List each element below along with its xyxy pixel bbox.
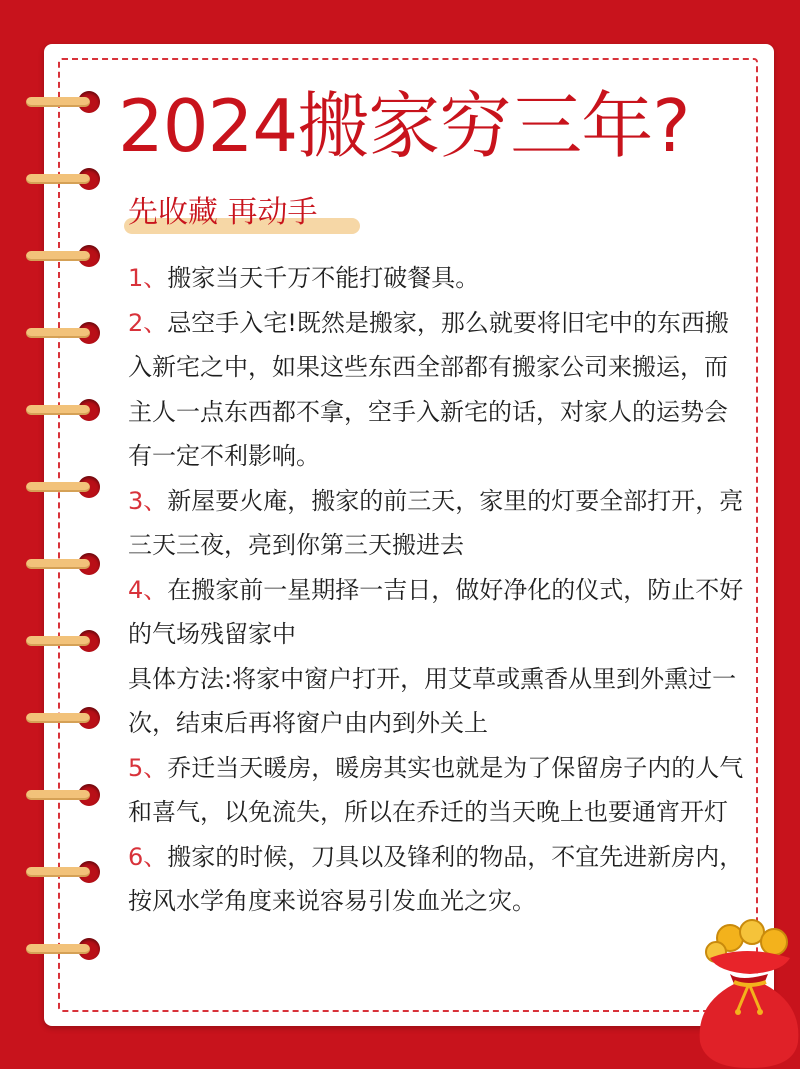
ring-loop xyxy=(26,174,90,184)
subtitle-block xyxy=(128,195,318,230)
item-number: 5 xyxy=(128,753,144,782)
item-text: 新屋要火庵，搬家的前三天，家里的灯要全部打开，亮三天三夜，亮到你第三天搬进去 xyxy=(128,486,744,559)
item-number: 6 xyxy=(128,842,144,871)
list-item xyxy=(128,479,748,568)
list-item xyxy=(128,746,748,835)
item-text: 具体方法:将家中窗户打开，用艾草或熏香从里到外熏过一次，结束后再将窗户由内到外关上 xyxy=(128,664,737,737)
list-item xyxy=(128,657,748,746)
ring-loop xyxy=(26,405,90,415)
ring-loop xyxy=(26,636,90,646)
ring-loop xyxy=(26,482,90,492)
item-number: 3 xyxy=(128,486,144,515)
item-text: 在搬家前一星期择一吉日，做好净化的仪式，防止不好的气场残留家中 xyxy=(128,575,744,648)
tips-list xyxy=(128,256,748,924)
binder-ring xyxy=(26,706,100,730)
binder-ring xyxy=(26,552,100,576)
item-text: 忌空手入宅!既然是搬家，那么就要将旧宅中的东西搬入新宅之中，如果这些东西全部都有搬家公司来搬运，而主人一点东西都不拿，空手入新宅的话，对家人的运势会有一定不利影响。 xyxy=(128,308,729,470)
ring-loop xyxy=(26,328,90,338)
item-separator: 、 xyxy=(143,264,168,292)
binder-ring xyxy=(26,937,100,961)
binder-ring xyxy=(26,860,100,884)
binder-ring xyxy=(26,167,100,191)
item-text: 搬家当天千万不能打破餐具。 xyxy=(167,264,480,292)
item-number: 1 xyxy=(128,264,144,292)
binder-ring xyxy=(26,321,100,345)
binder-ring xyxy=(26,629,100,653)
ring-loop xyxy=(26,559,90,569)
binder-ring xyxy=(26,90,100,114)
binder-ring xyxy=(26,244,100,268)
item-number: 2 xyxy=(128,308,144,337)
lucky-bag-icon xyxy=(690,918,800,1068)
ring-loop xyxy=(26,251,90,261)
item-text: 搬家的时候，刀具以及锋利的物品，不宜先进新房内，按风水学角度来说容易引发血光之灾。 xyxy=(128,842,744,915)
list-item xyxy=(128,568,748,657)
item-separator: 、 xyxy=(143,486,168,515)
item-separator: 、 xyxy=(143,842,168,871)
ring-loop xyxy=(26,790,90,800)
item-number: 4 xyxy=(128,575,144,604)
subtitle: 先收藏 再动手 xyxy=(128,195,318,230)
item-separator: 、 xyxy=(143,575,168,604)
list-item xyxy=(128,835,748,924)
page-title: 2024搬家穷三年? xyxy=(118,84,690,168)
list-item xyxy=(128,301,748,479)
ring-loop xyxy=(26,713,90,723)
ring-loop xyxy=(26,944,90,954)
list-item xyxy=(128,256,748,301)
ring-loop xyxy=(26,97,90,107)
item-text: 乔迁当天暖房，暖房其实也就是为了保留房子内的人气和喜气，以免流失，所以在乔迁的当天晚上也要通宵开灯 xyxy=(128,753,744,826)
binder-ring xyxy=(26,398,100,422)
binder-ring xyxy=(26,475,100,499)
ring-loop xyxy=(26,867,90,877)
item-separator: 、 xyxy=(143,753,168,782)
item-separator: 、 xyxy=(143,308,168,337)
binder-ring xyxy=(26,783,100,807)
